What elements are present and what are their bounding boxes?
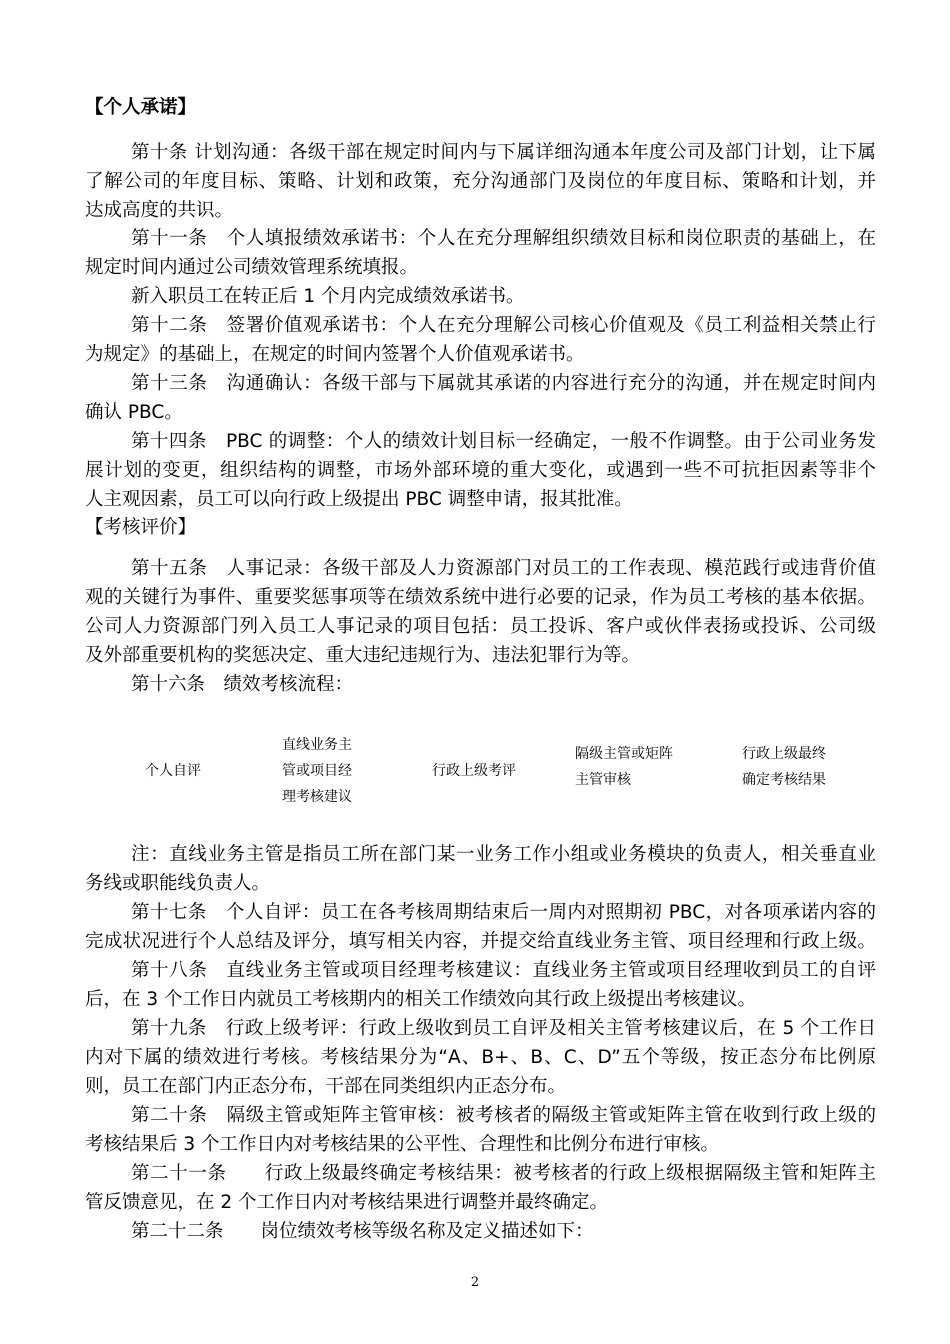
article-11-line-2: 规定时间内通过公司绩效管理系统填报。	[85, 257, 419, 278]
flow-step-manager-suggestion-line-3: 理考核建议	[282, 789, 352, 805]
flow-step-self-evaluation: 个人自评	[145, 763, 201, 779]
article-10-line-1: 第十条 计划沟通：各级干部在规定时间内与下属详细沟通本年度公司及部门计划，让下属	[131, 142, 876, 163]
article-11-line-1: 第十一条 个人填报绩效承诺书：个人在充分理解组织绩效目标和岗位职责的基础上，在	[131, 228, 876, 249]
flow-step-final-confirmation-line-2: 确定考核结果	[742, 772, 826, 788]
note-line-1: 注：直线业务主管是指员工所在部门某一业务工作小组或业务模块的负责人，相关垂直业	[131, 844, 876, 865]
article-10-line-2: 了解公司的年度目标、策略、计划和政策，充分沟通部门及岗位的年度目标、策略和计划，并	[85, 171, 876, 192]
flow-step-final-confirmation-line-1: 行政上级最终	[742, 746, 826, 762]
article-13-line-1: 第十三条 沟通确认：各级干部与下属就其承诺的内容进行充分的沟通，并在规定时间内	[131, 373, 876, 394]
article-20-line-2: 考核结果后 3 个工作日内对考核结果的公平性、合理性和比例分布进行审核。	[85, 1134, 720, 1155]
article-22-line-1: 第二十二条 岗位绩效考核等级名称及定义描述如下：	[131, 1221, 594, 1242]
article-13-line-2: 确认 PBC。	[85, 402, 183, 423]
article-19-line-1: 第十九条 行政上级考评：行政上级收到员工自评及相关主管考核建议后，在 5 个工作日	[131, 1018, 876, 1039]
flow-step-manager-suggestion-line-2: 管或项目经	[282, 763, 352, 779]
article-14-line-2: 展计划的变更，组织结构的调整，市场外部环境的重大变化，或遇到一些不可抗拒因素等非个	[85, 460, 876, 481]
flow-step-manager-suggestion-line-1: 直线业务主	[282, 737, 352, 753]
article-10-line-3: 达成高度的共识。	[85, 200, 234, 221]
article-14-line-1: 第十四条 PBC 的调整：个人的绩效计划目标一经确定，一般不作调整。由于公司业务发	[131, 431, 876, 452]
article-18-line-2: 后，在 3 个工作日内就员工考核期内的相关工作绩效向其行政上级提出考核建议。	[85, 989, 757, 1010]
article-14-line-3: 人主观因素，员工可以向行政上级提出 PBC 调整申请，报其批准。	[85, 489, 633, 510]
flow-step-matrix-audit-line-2: 主管审核	[575, 772, 631, 788]
page-number: 2	[470, 1275, 480, 1290]
section-heading-personal-commitment: 【个人承诺】	[85, 97, 197, 118]
article-15-line-3: 公司人力资源部门列入员工人事记录的项目包括：员工投诉、客户或伙伴表扬或投诉、公司级	[85, 616, 876, 637]
article-21-line-1: 第二十一条 行政上级最终确定考核结果：被考核者的行政上级根据隔级主管和矩阵主	[131, 1163, 876, 1184]
section-heading-assessment: 【考核评价】	[85, 517, 197, 538]
article-20-line-1: 第二十条 隔级主管或矩阵主管审核：被考核者的隔级主管或矩阵主管在收到行政上级的	[131, 1105, 876, 1126]
article-21-line-2: 管反馈意见，在 2 个工作日内对考核结果进行调整并最终确定。	[85, 1192, 609, 1213]
article-18-line-1: 第十八条 直线业务主管或项目经理考核建议：直线业务主管或项目经理收到员工的自评	[131, 960, 876, 981]
article-19-line-3: 则，员工在部门内正态分布，干部在同类组织内正态分布。	[85, 1076, 567, 1097]
article-17-line-2: 完成状况进行个人总结及评分，填写相关内容，并提交给直线业务主管、项目经理和行政上级。	[85, 931, 876, 952]
flow-step-matrix-audit-line-1: 隔级主管或矩阵	[575, 746, 673, 762]
article-12-line-1: 第十二条 签署价值观承诺书：个人在充分理解公司核心价值观及《员工利益相关禁止行	[131, 315, 876, 336]
note-line-2: 务线或职能线负责人。	[85, 873, 271, 894]
article-15-line-1: 第十五条 人事记录：各级干部及人力资源部门对员工的工作表现、模范践行或违背价值	[131, 558, 876, 579]
article-17-line-1: 第十七条 个人自评：员工在各考核周期结束后一周内对照期初 PBC，对各项承诺内容的	[131, 902, 876, 923]
article-15-line-4: 及外部重要机构的奖惩决定、重大违纪违规行为、违法犯罪行为等。	[85, 645, 641, 666]
article-15-line-2: 观的关键行为事件、重要奖惩事项等在绩效系统中进行必要的记录，作为员工考核的基本依据。	[85, 587, 876, 608]
article-12-line-2: 为规定》的基础上，在规定的时间内签署个人价值观承诺书。	[85, 344, 585, 365]
article-19-line-2: 内对下属的绩效进行考核。考核结果分为“A、B+、B、C、D”五个等级，按正态分布比例原	[85, 1047, 876, 1068]
article-11-note: 新入职员工在转正后 1 个月内完成绩效承诺书。	[131, 286, 525, 307]
flow-step-supervisor-review: 行政上级考评	[432, 763, 516, 779]
article-16-line-1: 第十六条 绩效考核流程：	[131, 674, 354, 695]
